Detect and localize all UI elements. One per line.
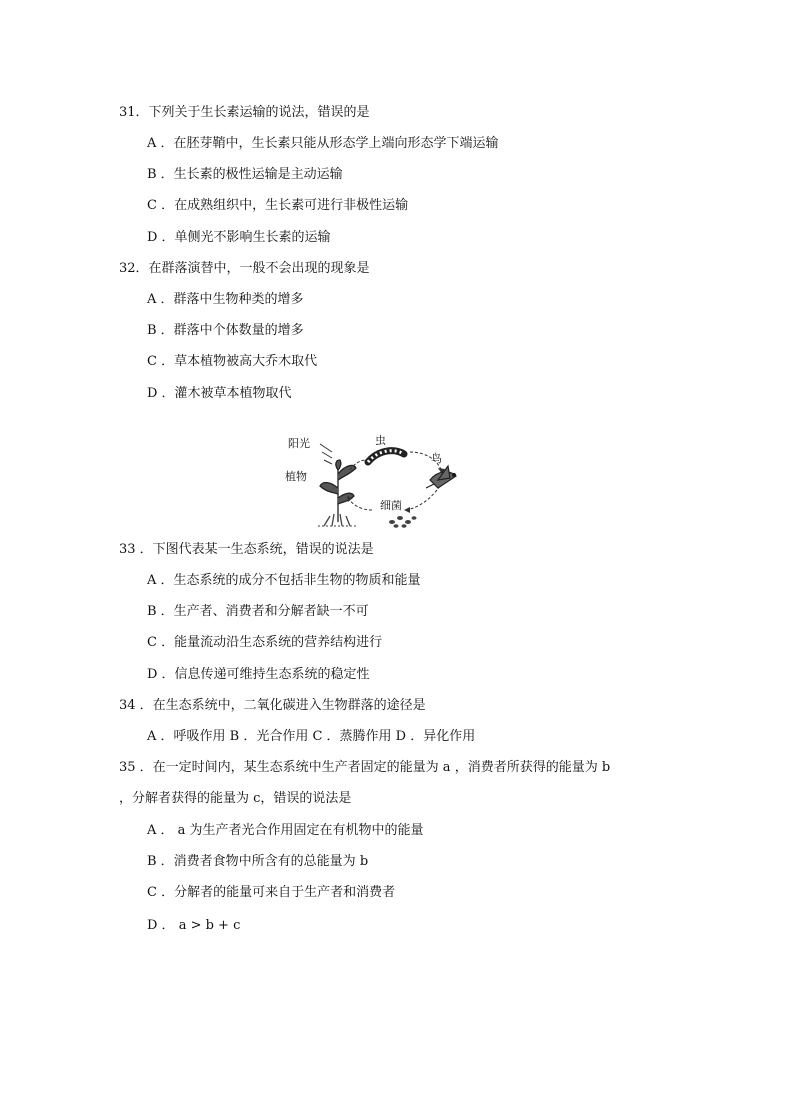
question-31-option-d: D ．单侧光不影响生长素的运输 <box>147 230 331 245</box>
sun-rays-icon <box>320 444 332 464</box>
question-35-option-d: D ． a > b + c <box>147 918 241 933</box>
question-35-option-b: B ．消费者食物中所含有的总能量为 b <box>147 854 369 869</box>
question-35-option-c: C ．分解者的能量可来自于生产者和消费者 <box>147 885 396 900</box>
question-32-option-d: D ．灌木被草本植物取代 <box>147 386 292 401</box>
ecosystem-diagram-svg <box>280 430 470 530</box>
question-35-stem-line1: 35 ．在一定时间内，某生态系统中生产者固定的能量为 a ，消费者所获得的能量为 b <box>119 760 611 775</box>
question-32-option-b: B ．群落中个体数量的增多 <box>147 323 304 338</box>
question-34-stem: 34 ．在生态系统中，二氧化碳进入生物群落的途径是 <box>119 698 426 713</box>
question-35-stem-line2: ，分解者获得的能量为 c，错误的说法是 <box>119 791 352 806</box>
question-33-option-c: C ．能量流动沿生态系统的营养结构进行 <box>147 635 383 650</box>
bird-label: 鸟 <box>431 452 442 465</box>
question-31-option-c: C ．在成熟组织中，生长素可进行非极性运输 <box>147 198 409 213</box>
question-33-option-d: D ．信息传递可维持生态系统的稳定性 <box>147 667 370 682</box>
plant-label: 植物 <box>285 470 307 483</box>
bacteria-icon <box>389 516 417 528</box>
question-32-option-c: C ．草本植物被高大乔木取代 <box>147 354 318 369</box>
question-31-stem: 31．下列关于生长素运输的说法，错误的是 <box>119 105 370 120</box>
question-31-option-a: A ．在胚芽鞘中，生长素只能从形态学上端向形态学下端运输 <box>147 136 499 151</box>
question-33-option-a: A ．生态系统的成分不包括非生物的物质和能量 <box>147 573 421 588</box>
caterpillar-icon <box>368 451 404 462</box>
question-32-stem: 32．在群落演替中，一般不会出现的现象是 <box>119 261 370 276</box>
question-35-option-a: A ． a 为生产者光合作用固定在有机物中的能量 <box>147 823 424 838</box>
ecosystem-diagram <box>280 430 470 530</box>
question-31-option-b: B ．生长素的极性运输是主动运输 <box>147 167 343 182</box>
question-34-options: A ．呼吸作用 B ．光合作用 C ．蒸腾作用 D ．异化作用 <box>147 729 476 744</box>
question-33-stem: 33 ．下图代表某一生态系统，错误的说法是 <box>119 542 374 557</box>
insect-label: 虫 <box>375 434 386 447</box>
bacteria-label: 细菌 <box>380 499 402 512</box>
sunlight-label: 阳光 <box>288 437 310 450</box>
plant-icon <box>318 460 358 526</box>
question-33-option-b: B ．生产者、消费者和分解者缺一不可 <box>147 604 369 619</box>
question-32-option-a: A ．群落中生物种类的增多 <box>147 292 304 307</box>
